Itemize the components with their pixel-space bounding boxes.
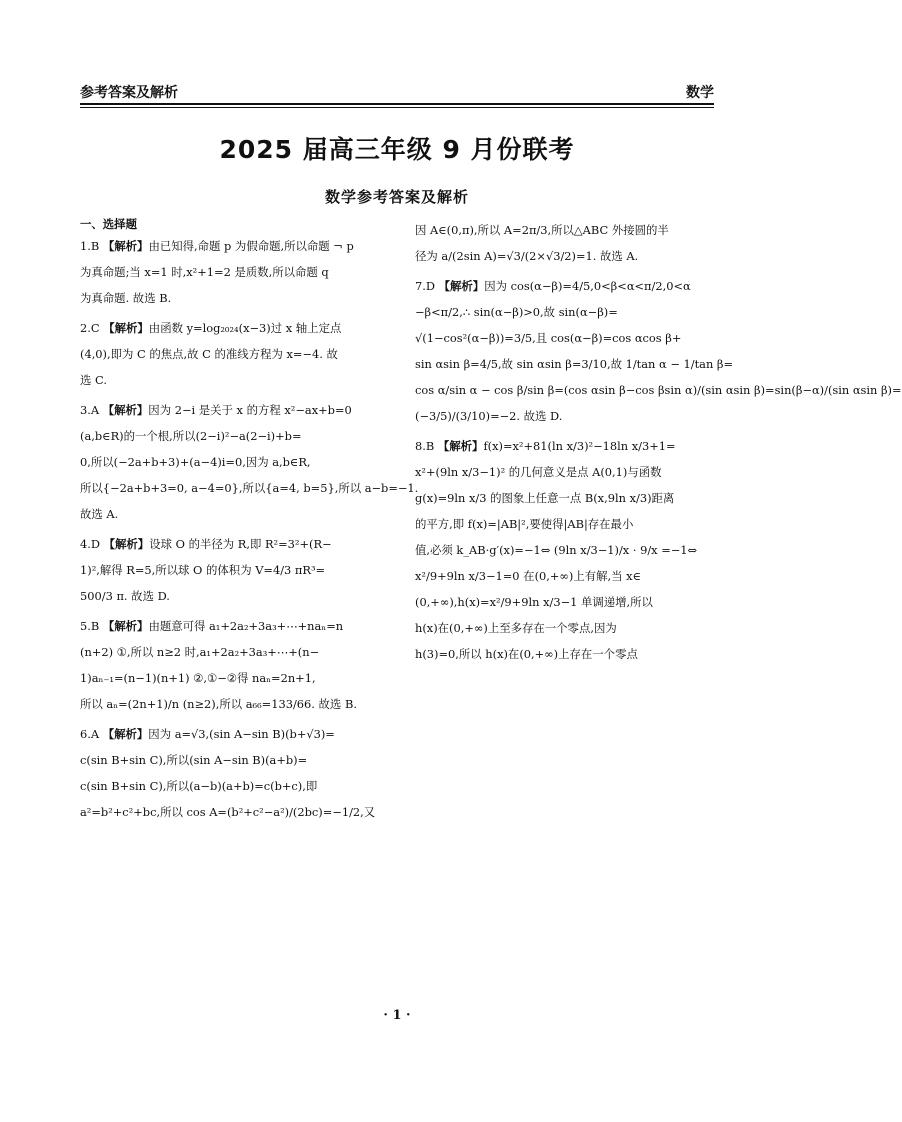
answer-text: sin αsin β=4/5,故 sin αsin β=3/10,故 1/tan α − 1/tan β= — [415, 357, 734, 371]
answer-text: (−3/5)/(3/10)=−2. 故选 D. — [415, 409, 563, 423]
answer-line — [415, 278, 715, 294]
answer-text: 因 A∈(0,π),所以 A=2π/3,所以△ABC 外接圆的半 — [415, 223, 669, 237]
answer-line — [80, 290, 380, 306]
answer-line — [415, 542, 715, 558]
header-right: 数学 — [686, 85, 714, 101]
analysis-tag: 【解析】 — [103, 537, 150, 551]
answer-line — [80, 506, 380, 522]
answer-line — [80, 320, 380, 336]
answer-line — [80, 264, 380, 280]
answer-item — [80, 536, 380, 604]
answer-text: 0,所以(−2a+b+3)+(a−4)i=0,因为 a,b∈R, — [80, 455, 311, 469]
answer-line — [80, 402, 380, 418]
answer-text: √(1−cos²(α−β))=3/5,且 cos(α−β)=cos αcos β+ — [415, 331, 682, 345]
answer-number: 6.A — [80, 727, 103, 741]
answer-text: 由已知得,命题 p 为假命题,所以命题 ¬ p — [148, 239, 354, 253]
answer-text: −β<π/2,∴ sin(α−β)>0,故 sin(α−β)= — [415, 305, 618, 319]
answer-text: 由题意可得 a₁+2a₂+3a₃+⋯+naₙ=n — [148, 619, 344, 633]
answer-item — [415, 438, 715, 662]
answer-line — [80, 618, 380, 634]
answer-text: 由函数 y=log₂₀₂₄(x−3)过 x 轴上定点 — [148, 321, 342, 335]
answer-item — [415, 278, 902, 424]
page-subtitle: 数学参考答案及解析 — [324, 188, 469, 206]
answer-number: 5.B — [80, 619, 103, 633]
answer-text: 为真命题. 故选 B. — [80, 291, 172, 305]
answer-line — [80, 670, 380, 686]
answer-line — [415, 408, 715, 424]
answer-text: (4,0),即为 C 的焦点,故 C 的准线方程为 x=−4. 故 — [80, 347, 338, 361]
header-rule-thin — [80, 107, 714, 108]
answer-line — [80, 726, 380, 742]
answer-line — [80, 454, 380, 470]
answer-text: h(x)在(0,+∞)上至多存在一个零点,因为 — [415, 621, 617, 635]
answer-text: 设球 O 的半径为 R,即 R²=3²+(R− — [149, 537, 332, 551]
answer-text: 因为 2−i 是关于 x 的方程 x²−ax+b=0 — [148, 403, 352, 417]
answer-text: h(3)=0,所以 h(x)在(0,+∞)上存在一个零点 — [415, 647, 638, 661]
analysis-tag: 【解析】 — [437, 439, 484, 453]
answer-text: 选 C. — [80, 373, 107, 387]
answer-line — [80, 562, 380, 578]
answer-text: 所以 aₙ=(2n+1)/n (n≥2),所以 a₆₆=133/66. 故选 B. — [80, 697, 357, 711]
answer-text: f(x)=x²+81(ln x/3)²−18ln x/3+1= — [483, 439, 676, 453]
answer-line — [415, 646, 715, 662]
left-column — [80, 214, 419, 834]
answer-line — [80, 644, 380, 660]
answer-line — [80, 238, 380, 254]
answer-item — [80, 726, 380, 820]
analysis-tag: 【解析】 — [102, 239, 149, 253]
answer-item — [80, 402, 419, 522]
answer-item — [80, 238, 380, 306]
answer-number: 8.B — [415, 439, 438, 453]
page-number: · 1 · — [383, 1008, 411, 1023]
analysis-tag: 【解析】 — [102, 727, 149, 741]
answer-text: x²/9+9ln x/3−1=0 在(0,+∞)上有解,当 x∈ — [415, 569, 642, 583]
answer-line — [80, 480, 419, 496]
answer-line — [80, 372, 380, 388]
right-column — [415, 222, 902, 676]
answer-text: cos α/sin α − cos β/sin β=(cos αsin β−cos βsin α)/(sin αsin β)=sin(β−α)/(sin αsin β)= — [415, 383, 902, 397]
answer-text: c(sin B+sin C),所以(sin A−sin B)(a+b)= — [80, 753, 308, 767]
answer-line — [80, 588, 380, 604]
answer-number: 2.C — [80, 321, 104, 335]
answer-line — [415, 620, 715, 636]
answer-item — [415, 222, 715, 264]
answer-text: 因为 cos(α−β)=4/5,0<β<α<π/2,0<α — [484, 279, 691, 293]
answer-number: 4.D — [80, 537, 104, 551]
answer-line — [415, 356, 734, 372]
page-title: 2025 届高三年级 9 月份联考 — [219, 135, 575, 164]
answer-text: 因为 a=√3,(sin A−sin B)(b+√3)= — [148, 727, 335, 741]
answer-line — [415, 222, 715, 238]
answer-text: 径为 a/(2sin A)=√3/(2×√3/2)=1. 故选 A. — [415, 249, 639, 263]
analysis-tag: 【解析】 — [102, 403, 149, 417]
answer-item — [80, 618, 380, 712]
answer-line — [415, 464, 715, 480]
analysis-tag: 【解析】 — [102, 619, 149, 633]
answer-text: (0,+∞),h(x)=x²/9+9ln x/3−1 单调递增,所以 — [415, 595, 653, 609]
answer-text: 1)²,解得 R=5,所以球 O 的体积为 V=4/3 πR³= — [80, 563, 326, 577]
answer-line — [80, 778, 380, 794]
answer-line — [415, 382, 902, 398]
analysis-tag: 【解析】 — [103, 321, 149, 335]
answer-number: 7.D — [415, 279, 439, 293]
answer-line — [415, 304, 715, 320]
answer-line — [80, 752, 380, 768]
answer-text: 为真命题;当 x=1 时,x²+1=2 是质数,所以命题 q — [80, 265, 329, 279]
answer-text: 值,必须 k_AB·g′(x)=−1⇔ (9ln x/3−1)/x · 9/x =−1⇔ — [415, 543, 698, 557]
page-header — [80, 78, 714, 102]
answer-line — [80, 696, 380, 712]
answer-text: x²+(9ln x/3−1)² 的几何意义是点 A(0,1)与函数 — [415, 465, 662, 479]
answer-line — [415, 568, 715, 584]
answer-number: 1.B — [80, 239, 103, 253]
answer-text: a²=b²+c²+bc,所以 cos A=(b²+c²−a²)/(2bc)=−1/2,又 — [80, 805, 376, 819]
answer-line — [415, 490, 715, 506]
section-heading: 一、选择题 — [80, 217, 137, 231]
answer-text: (a,b∈R)的一个根,所以(2−i)²−a(2−i)+b= — [80, 429, 302, 443]
right-answer-list — [415, 222, 902, 662]
answer-line — [80, 346, 380, 362]
analysis-tag: 【解析】 — [438, 279, 485, 293]
answer-line — [80, 804, 380, 820]
answer-line — [415, 438, 715, 454]
answer-text: (n+2) ①,所以 n≥2 时,a₁+2a₂+3a₃+⋯+(n− — [80, 645, 320, 659]
left-answer-list — [80, 238, 419, 820]
answer-text: 的平方,即 f(x)=|AB|²,要使得|AB|存在最小 — [415, 517, 634, 531]
answer-text: 所以{−2a+b+3=0, a−4=0},所以{a=4, b=5},所以 a−b=−1. — [80, 481, 419, 495]
answer-text: c(sin B+sin C),所以(a−b)(a+b)=c(b+c),即 — [80, 779, 318, 793]
header-left: 参考答案及解析 — [80, 85, 178, 101]
answer-line — [80, 428, 380, 444]
answer-line — [415, 248, 715, 264]
answer-text: 故选 A. — [80, 507, 119, 521]
answer-item — [80, 320, 380, 388]
answer-text: 1)aₙ₋₁=(n−1)(n+1) ②,①−②得 naₙ=2n+1, — [80, 671, 316, 685]
answer-line — [415, 330, 715, 346]
answer-line — [80, 536, 380, 552]
answer-text: 500/3 π. 故选 D. — [80, 589, 170, 603]
answer-number: 3.A — [80, 403, 103, 417]
answer-text: g(x)=9ln x/3 的图象上任意一点 B(x,9ln x/3)距离 — [415, 491, 675, 505]
answer-line — [415, 516, 715, 532]
answer-line — [415, 594, 715, 610]
header-rule-thick — [80, 103, 714, 105]
